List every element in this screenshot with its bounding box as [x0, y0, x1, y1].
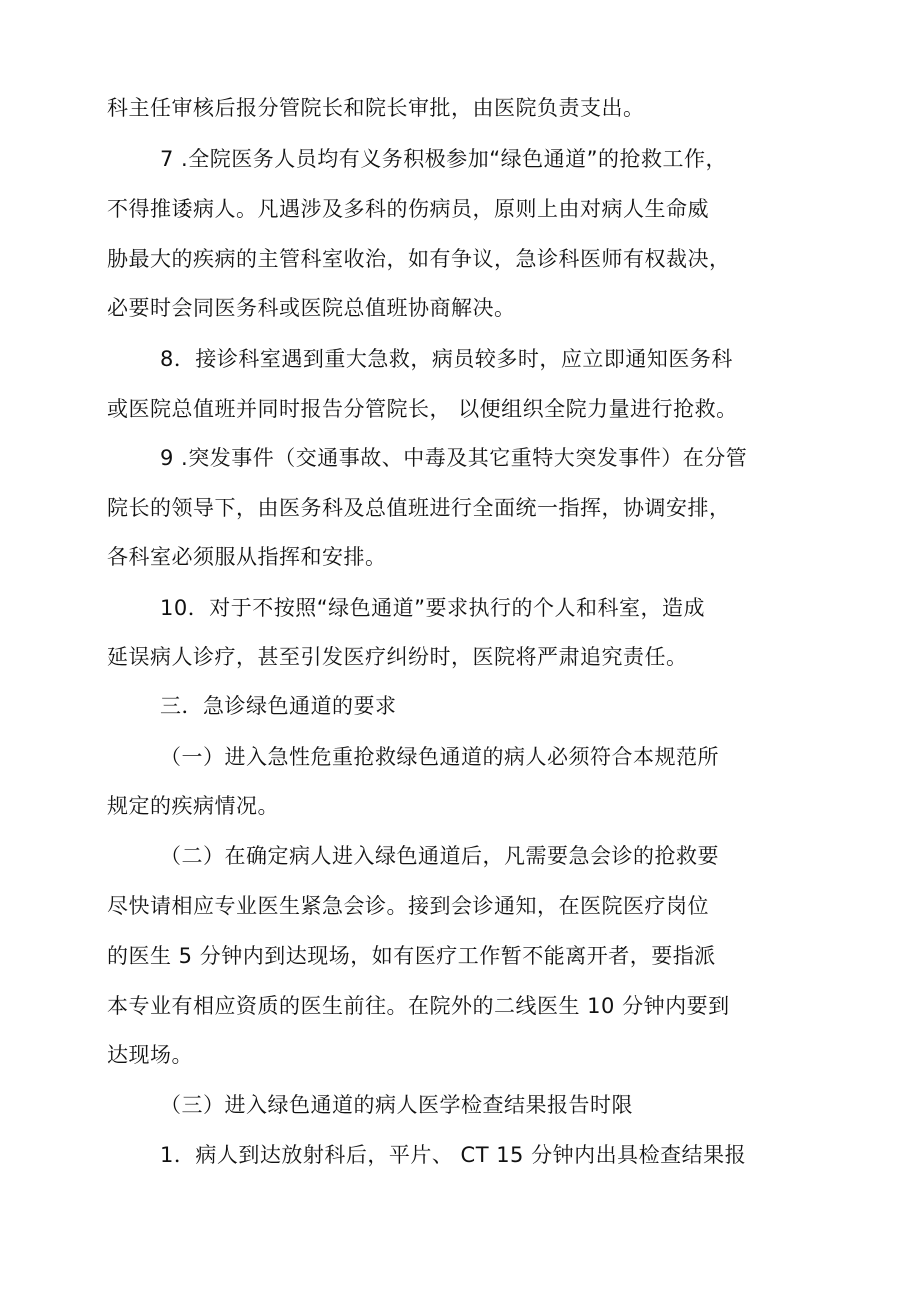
text-line: 的医生 5 分钟内到达现场，如有医疗工作暂不能离开者，要指派: [107, 944, 716, 968]
text-line: （三）进入绿色通道的病人医学检查结果报告时限: [160, 1093, 633, 1117]
text-line: （一）进入急性危重抢救绿色通道的病人必须符合本规范所: [160, 745, 719, 769]
text-line: 延误病人诊疗，甚至引发医疗纠纷时，医院将严肃追究责任。: [107, 645, 688, 669]
text-line: 科主任审核后报分管院长和院长审批，由医院负责支出。: [107, 96, 645, 120]
text-line: 10．对于不按照“绿色通道”要求执行的个人和科室，造成: [160, 596, 705, 620]
text-line: 8．接诊科室遇到重大急救，病员较多时，应立即通知医务科: [160, 347, 733, 371]
text-line: 1．病人到达放射科后，平片、 CT 15 分钟内出具检查结果报: [160, 1143, 747, 1167]
text-line: 规定的疾病情况。: [107, 794, 279, 818]
text-line: 尽快请相应专业医生紧急会诊。接到会诊通知，在医院医疗岗位: [107, 894, 709, 918]
text-line: 9 .突发事件（交通事故、中毒及其它重特大突发事件）在分管: [160, 446, 748, 470]
text-line: 达现场。: [107, 1043, 193, 1067]
text-line: 各科室必须服从指挥和安排。: [107, 545, 387, 569]
text-line: （二）在确定病人进入绿色通道后，凡需要急会诊的抢救要: [160, 844, 719, 868]
text-line: 不得推诿病人。凡遇涉及多科的伤病员，原则上由对病人生命威: [107, 197, 709, 221]
text-line: 7 .全院医务人员均有义务积极参加“绿色通道”的抢救工作，: [160, 147, 727, 171]
section-heading: 三．急诊绿色通道的要求: [160, 694, 397, 718]
text-line: 胁最大的疾病的主管科室收治，如有争议，急诊科医师有权裁决，: [107, 247, 731, 271]
text-line: 本专业有相应资质的医生前往。在院外的二线医生 10 分钟内要到: [107, 994, 730, 1018]
text-line: 必要时会同医务科或医院总值班协商解决。: [107, 296, 516, 320]
text-line: 院长的领导下，由医务科及总值班进行全面统一指挥，协调安排，: [107, 496, 731, 520]
text-line: 或医院总值班并同时报告分管院长， 以便组织全院力量进行抢救。: [107, 397, 738, 421]
